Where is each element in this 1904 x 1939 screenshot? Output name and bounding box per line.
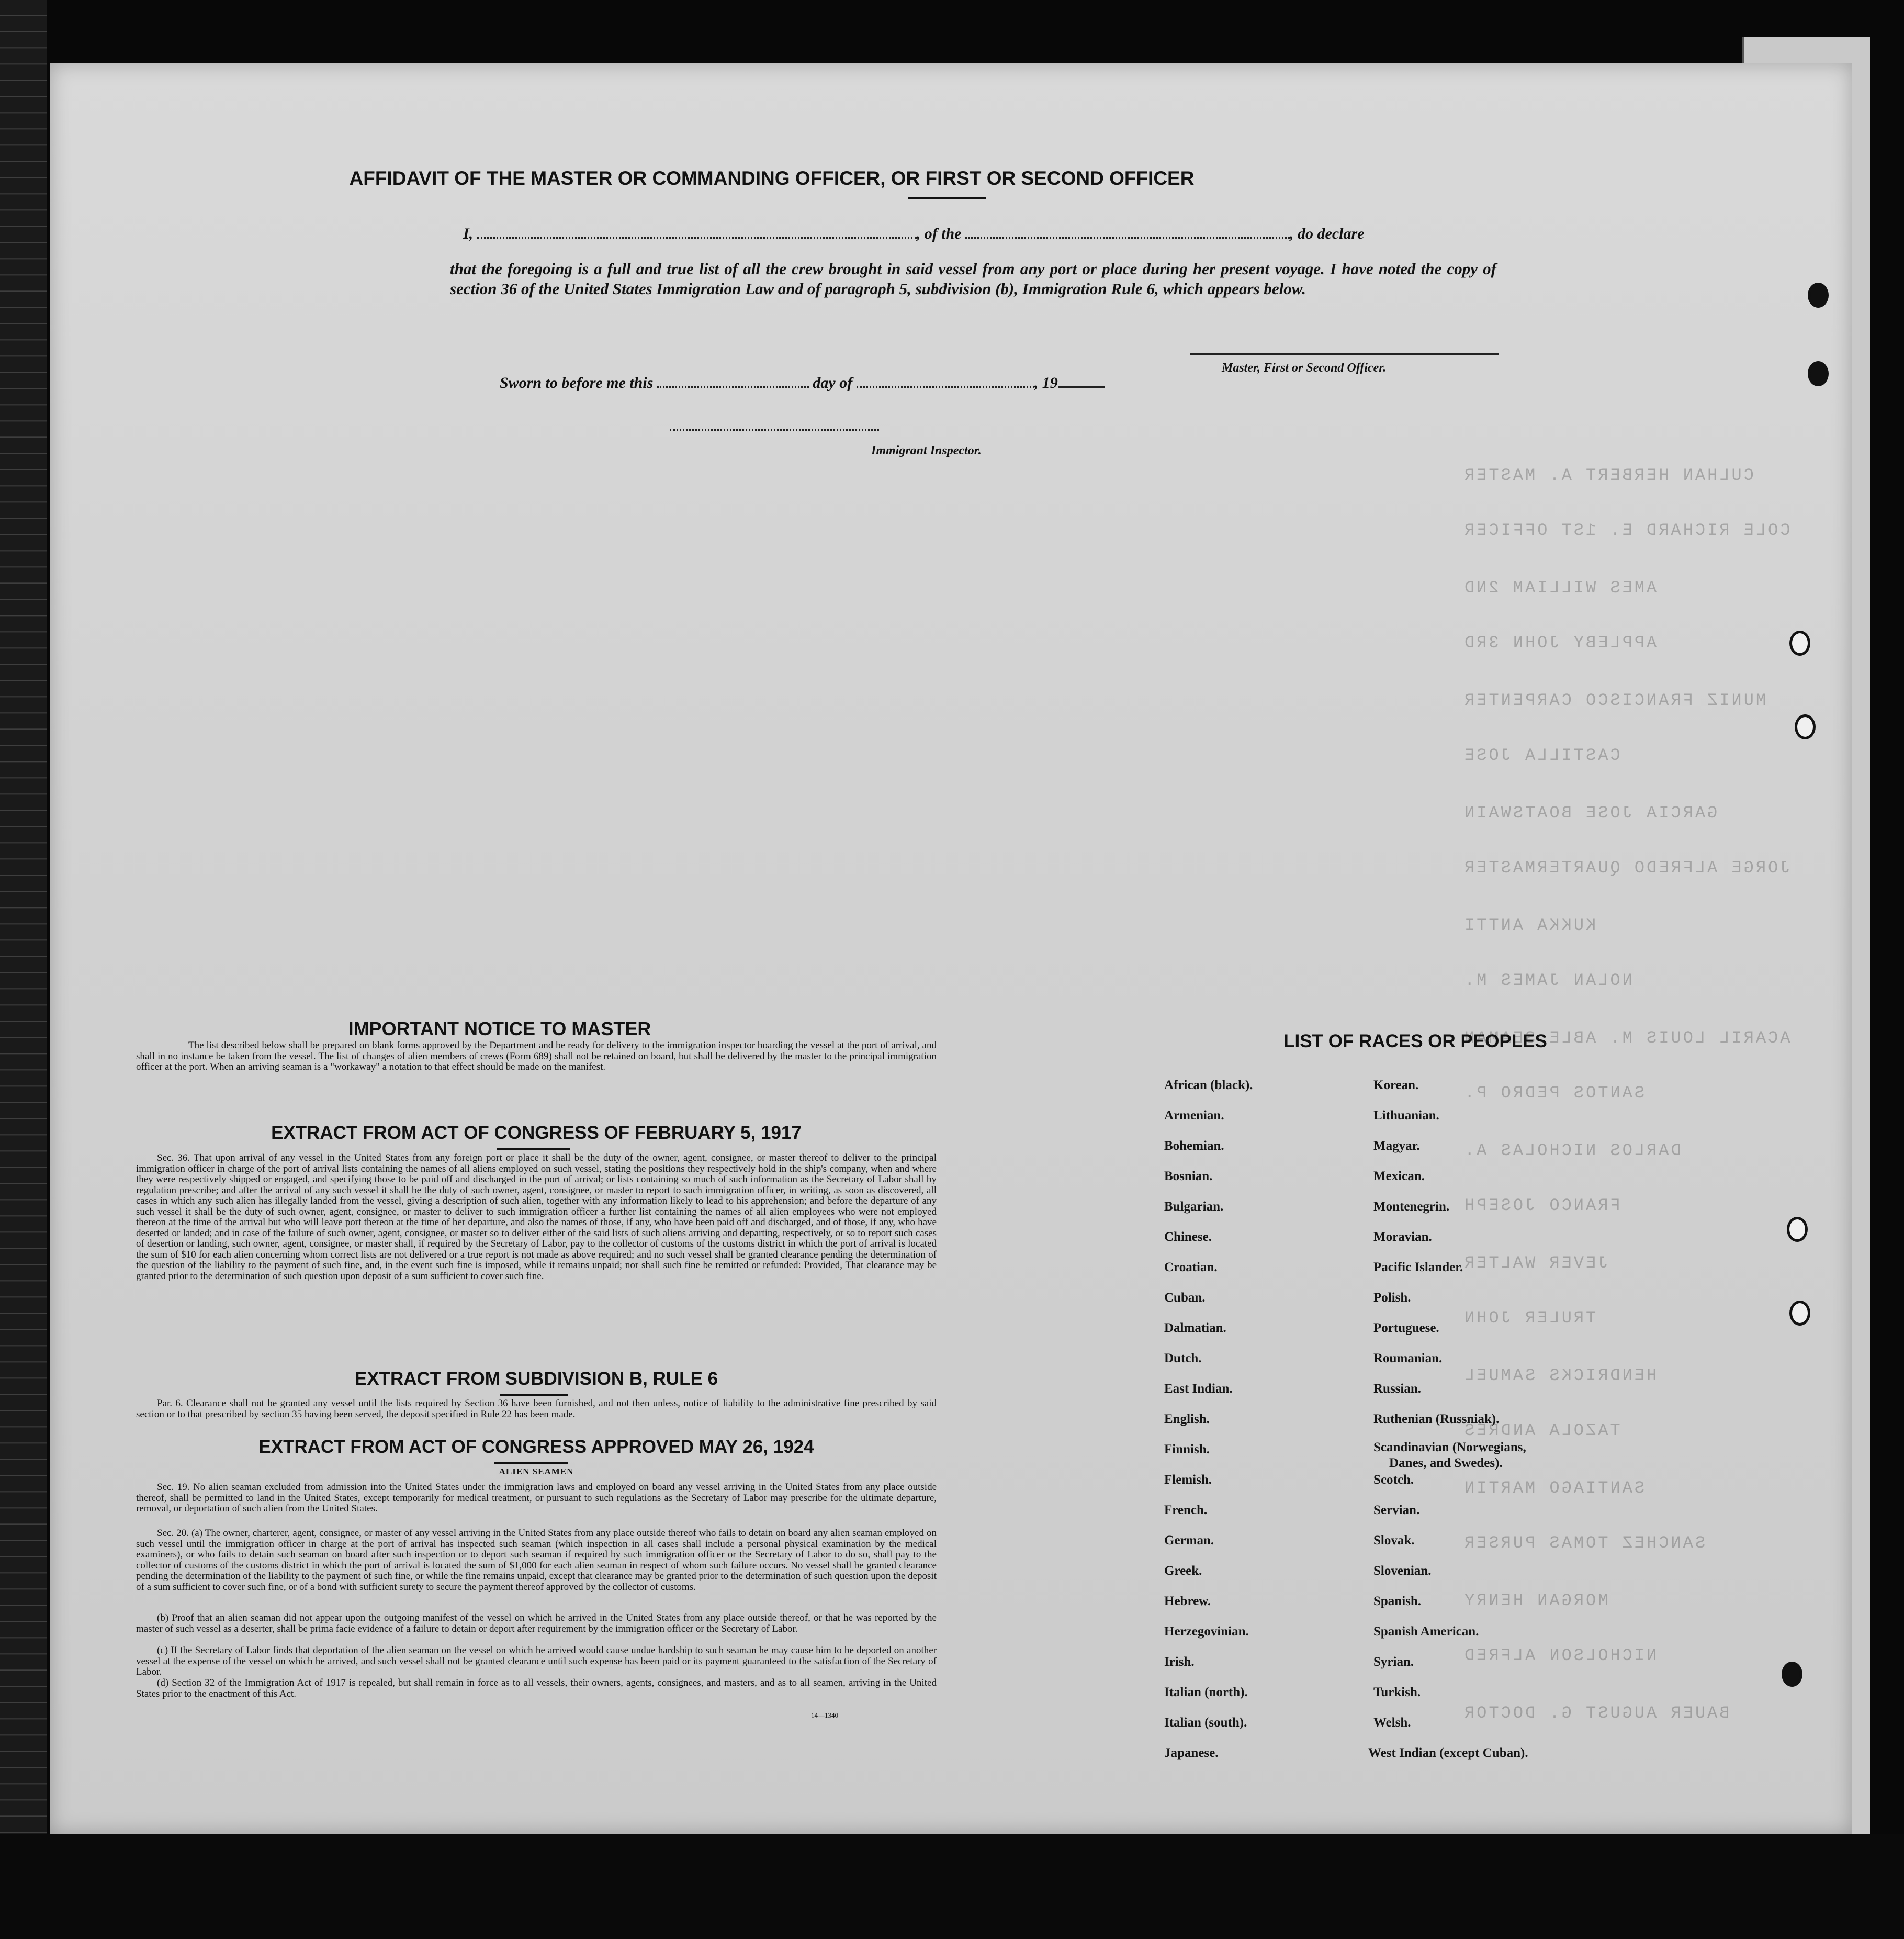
declarant-prefix: I, bbox=[463, 225, 474, 242]
sworn-year-field[interactable] bbox=[1058, 386, 1105, 388]
extract-1917-rule bbox=[497, 1148, 570, 1150]
day-of-label: day of bbox=[813, 374, 853, 391]
race-left: Herzegovinian. bbox=[1164, 1624, 1249, 1639]
race-left: Italian (north). bbox=[1164, 1685, 1248, 1699]
extract-1924-rule bbox=[494, 1462, 568, 1464]
left-film-edge bbox=[0, 0, 47, 1938]
race-left: Italian (south). bbox=[1164, 1716, 1247, 1730]
form-number: 14—1340 bbox=[811, 1711, 838, 1719]
race-right: Syrian. bbox=[1373, 1655, 1414, 1669]
races-title: LIST OF RACES OR PEOPLES bbox=[1283, 1031, 1547, 1051]
manifest-back-page: CULHAN HERBERT A. MASTER COLE RICHARD E. 1ST OFFICER AMES WILLIAM 2ND APPLEBY JOHN 3RD MUNIZ FRANCISCO CARPENTER CASTILLA JOSE GARCIA JOSE BOATSWAIN JORGE ALFREDO QUARTERMASTER KUKKA ANTTI NOLAN JAMES M. ACARIL LOUIS M. ABLE SEAMAN SANTOS PEDRO P. DARLOS NICHOLAS A. FRANCO JOSEPH JEVER WALTER TRULER JOHN HENDRICKS SAMUEL TAZOLA ANDRES SANTIAGO MARTIN SANCHEZ TOMAS PURSER MORGAN HENRY NICHOLSON ALFRED BAUER AUGUST G. DOCTOR AFFIDAVIT OF THE MASTER OR COMMANDING OFFICER, OR FIRST OR SECOND OFFICER I, , of the , do declare that the foregoing is a full and true list of all the crew brought in said vessel from any port or place during her present voyage. I have noted the copy of section 36 of the United States Immigration Law and of paragraph 5, subdivision (b), Immigration Rule 6, which appears below. Master, First or Second Officer. Sworn to before me this day of , 19 Immigrant Inspector. IMPORTANT NOTICE TO MASTER The list described below shall be prepared on blank forms approved by the Department and be ready for delivery to the immigration inspector boarding the vessel at the port of arrival, and shall in no instance be taken from the vessel. The list of changes of alien members of crews (Form 689) shall not be retained on board, but shall be delivered by the master to the principal immigration officer at the port. When an arriving seaman is a "workaway" a notation to that effect should be made on the manifest. EXTRACT FROM ACT OF CONGRESS OF FEBRUARY 5, 1917 Sec. 36. That upon arrival of any vessel in the United States from any foreign port or place it shall be the duty of the owner, agent, consignee, or master thereof to deliver to the principal immigration officer in charge of the port of arrival lists containing the names of all aliens employed on such vessel, stating the positions they respectively hold in the ship's company, when and where they were respectively shipped or engaged, and specifying those to be paid off and discharged in the port of arrival; or lists containing so much of such information as the Secretary of Labor shall by regulation prescribe; and after the arrival of any such vessel it shall be the duty of such owner, agent, consignee, or master to report to such immigration officer, in writing, as soon as discovered, all cases in which any such alien has illegally landed from the vessel, giving a description of such alien, together with any information likely to lead to his apprehension; and before the departure of any such vessel it shall be the duty of such owner, agent, consignee, or master to deliver to such immigration officer a further list containing the names of all alien employees who were not employed thereon at the time of the arrival but who will leave port thereon at the time of her departure, and also the names of those, if any, who have been paid off and discharged, and of those, if any, who have deserted or landed; and in case of the failure of such owner, agent, consignee, or master so to deliver either of the said lists of such aliens arriving and departing, respectively, or so to report such cases of desertion or landing, such owner, agent, consignee, or master shall, if required by the Secretary of Labor, pay to the collector of customs of the customs district in which the port of arrival is located the sum of $10 for each alien concerning whom correct lists are not delivered or a true report is not made as above required; and no such vessel shall be granted clearance pending the determination of the question of the liability to the payment of such fine, and, in the event such fine is imposed, while it remains unpaid; nor shall such fine be remitted or refunded: Provided, That clearance may be granted prior to the determination of such question upon deposit of a sum sufficient to cover such fine. EXTRACT FROM SUBDIVISION B, RULE 6 Par. 6. Clearance shall not be granted any vessel until the lists required by Section 36 have been furnished, and not then unless, notice of liability to the administrative fine prescribed by said section or to that prescribed by section 35 having been served, the deposit specified in Rule 22 has been made. EXTRACT FROM ACT OF CONGRESS APPROVED MAY 26, 1924 ALIEN SEAMEN Sec. 19. No alien seaman excluded from admission into the United States under the immigration laws and employed on board any vessel arriving in the United States from any place outside thereof, shall be permitted to land in the United States, except temporarily for medical treatment, or pursuant to such regulations as the Secretary of Labor may prescribe for the ultimate departure, removal, or deportation of such alien from the United States. Sec. 20. (a) The owner, charterer, agent, consignee, or master of any vessel arriving in the United States from any place outside thereof who fails to detain on board any alien seaman employed on such vessel until the immigration officer in charge at the port of arrival has inspected such seaman (which inspection in all cases shall include a personal physical examination by the medical examiners), or who fails to detain such seaman on board after such inspection or to deport such seaman if required by such immigration officer or the Secretary of Labor to do so, shall pay to the collector of customs of the customs district in which the port of arrival is located the sum of $1,000 for each alien seaman in respect of whom such failure occurs. No vessel shall be granted clearance pending the determination of the liability to the payment of such fine, or while the fine remains unpaid, except that clearance may be granted prior to the determination of such question upon the deposit of a sum sufficient to cover such fine, or of a bond with sufficient surety to secure the payment thereof approved by the collector of customs. (b) Proof that an alien seaman did not appear upon the outgoing manifest of the vessel on which he arrived in the United States from any place outside thereof, or that he was reported by the master of such vessel as a deserter, shall be prima facie evidence of a failure to detain or deport after requirement by the immigration officer or the Secretary of Labor. (c) If the Secretary of Labor finds that deportation of the alien seaman on the vessel on which he arrived would cause undue hardship to such seaman he may cause him to be deported on another vessel at the expense of the vessel on which he arrived, and such vessel shall not be granted clearance until such expense has been paid or its payment guaranteed to the satisfaction of the Secretary of Labor. (d) Section 32 of the Immigration Act of 1917 is repealed, but shall remain in force as to all vessels, their owners, agents, consignees, and masters, and as to all seamen, arriving in the United States prior to the enactment of this Act. 14—1340 LIST OF RACES OR PEOPLES African (black). Armenian. Bohemian. Bosnian. Bulgarian. Chinese. Croatian. Cuban. Dalmatian. Dutch. East Indian. English. Finnish. Flemish. French. German. Greek. Hebrew. Herzegovinian. Irish. Italian (north). Italian (south). Japanese. Korean. Lithuanian. Magyar. Mexican. Montenegrin. Moravian. Pacific Islander. Polish. Portuguese. Roumanian. Russian. Ruthenian (Russniak). Scandinavian (Norwegians, Danes, and Swedes). Scotch. Servian. Slovak. Slovenian. Spanish. Spanish American. Syrian. Turkish. Welsh. West Indian (except Cuban). bbox=[50, 63, 1852, 1834]
affidavit-body: that the foregoing is a full and true list of all the crew brought in said vessel from any port or place during her present voyage. I have noted the copy of section 36 of the United States Immigration Law and of paragraph 5, subdivision (b), Immigration Rule 6, which appears below. bbox=[450, 260, 1496, 298]
sworn-prefix: Sworn to before me this bbox=[500, 374, 654, 391]
race-left: Finnish. bbox=[1164, 1442, 1210, 1456]
punch-hole-icon bbox=[1789, 631, 1810, 656]
punch-hole-icon bbox=[1795, 714, 1816, 739]
race-left: Croatian. bbox=[1164, 1260, 1218, 1274]
do-declare-label: , do declare bbox=[1290, 225, 1365, 242]
race-right: Slovak. bbox=[1373, 1533, 1415, 1548]
race-left: German. bbox=[1164, 1533, 1214, 1548]
punch-hole-icon bbox=[1782, 1662, 1802, 1687]
extract-1917-title: EXTRACT FROM ACT OF CONGRESS OF FEBRUARY 5, 1917 bbox=[271, 1123, 802, 1143]
race-right: Magyar. bbox=[1373, 1139, 1420, 1153]
rule6-rule bbox=[500, 1394, 568, 1396]
punch-hole-icon bbox=[1787, 1217, 1808, 1242]
notice-body: The list described below shall be prepared on blank forms approved by the Department and be ready for delivery to the immigration inspector boarding the vessel at the port of arrival, and shall in no instance be taken from the vessel. The list of changes of alien members of crews (Form 689) shall not be retained on board, but shall be delivered by the master to the principal immigration officer at the port. When an arriving seaman is a "workaway" a notation to that effect should be made on the manifest. bbox=[136, 1040, 937, 1072]
extract-1924-sec19: Sec. 19. No alien seaman excluded from admission into the United States under the immigration laws and employed on board any vessel arriving in the United States from any place outside thereof, shall be permitted to land in the United States, except temporarily for medical treatment, or pursuant to such regulations as the Secretary of Labor may prescribe for the ultimate departure, removal, or deportation of such alien from the United States. bbox=[136, 1482, 937, 1514]
race-right: Ruthenian (Russniak). bbox=[1373, 1412, 1500, 1426]
inspector-signature-field[interactable] bbox=[670, 429, 879, 431]
declarant-name-field[interactable] bbox=[477, 237, 917, 239]
affidavit-title: AFFIDAVIT OF THE MASTER OR COMMANDING OFFICER, OR FIRST OR SECOND OFFICER bbox=[349, 167, 1195, 189]
sworn-line bbox=[500, 374, 1105, 392]
affidavit-title-rule bbox=[908, 197, 986, 199]
race-right: Slovenian. bbox=[1373, 1564, 1432, 1578]
of-the-label: , of the bbox=[916, 225, 962, 242]
race-left: Greek. bbox=[1164, 1564, 1202, 1578]
year-prefix: , 19 bbox=[1034, 374, 1058, 391]
race-left: Bohemian. bbox=[1164, 1139, 1224, 1153]
bottom-film-edge bbox=[0, 1834, 1904, 1939]
sworn-day-field[interactable] bbox=[657, 386, 809, 388]
extract-1924-sec20d: (d) Section 32 of the Immigration Act of 1917 is repealed, but shall remain in force as to all vessels, their owners, agents, consignees, and masters, and as to all seamen, arriving in the United States prior to the enactment of this Act. bbox=[136, 1677, 937, 1699]
race-right: Pacific Islander. bbox=[1373, 1260, 1463, 1274]
master-signature-field[interactable] bbox=[1190, 353, 1499, 355]
race-right: Spanish. bbox=[1373, 1594, 1422, 1608]
race-left: Dutch. bbox=[1164, 1351, 1202, 1365]
race-left: African (black). bbox=[1164, 1078, 1253, 1092]
race-right: Russian. bbox=[1373, 1382, 1422, 1396]
race-left: Cuban. bbox=[1164, 1291, 1206, 1305]
race-right: Polish. bbox=[1373, 1291, 1411, 1305]
race-left: English. bbox=[1164, 1412, 1210, 1426]
race-right: Roumanian. bbox=[1373, 1351, 1443, 1365]
race-right: Portuguese. bbox=[1373, 1321, 1439, 1335]
sworn-month-field[interactable] bbox=[857, 386, 1034, 388]
extract-1924-sec20b: (b) Proof that an alien seaman did not appear upon the outgoing manifest of the vessel on which he arrived in the United States from any place outside thereof, or that he was reported by the master of such vessel as a deserter, shall be prima facie evidence of a failure to detain or deport after requirement by the immigration officer or the Secretary of Labor. bbox=[136, 1612, 937, 1634]
race-right: West Indian (except Cuban). bbox=[1368, 1746, 1528, 1760]
race-right: Welsh. bbox=[1373, 1716, 1411, 1730]
race-right: Korean. bbox=[1373, 1078, 1419, 1092]
extract-1924-title: EXTRACT FROM ACT OF CONGRESS APPROVED MAY 26, 1924 bbox=[258, 1437, 814, 1457]
race-right: Danes, and Swedes). bbox=[1389, 1456, 1503, 1470]
race-right: Mexican. bbox=[1373, 1169, 1425, 1183]
punch-hole-icon bbox=[1808, 361, 1829, 386]
race-left: French. bbox=[1164, 1503, 1208, 1517]
race-right: Lithuanian. bbox=[1373, 1108, 1439, 1123]
race-left: Armenian. bbox=[1164, 1108, 1224, 1123]
rule6-body: Par. 6. Clearance shall not be granted any vessel until the lists required by Section 36 have been furnished, and not then unless, notice of liability to the administrative fine prescribed by said section or to that prescribed by section 35 having been served, the deposit specified in Rule 22 has been made. bbox=[136, 1398, 937, 1420]
race-right: Spanish American. bbox=[1373, 1624, 1479, 1639]
race-left: Bosnian. bbox=[1164, 1169, 1213, 1183]
race-left: Flemish. bbox=[1164, 1473, 1212, 1487]
extract-1924-sec20a: Sec. 20. (a) The owner, charterer, agent, consignee, or master of any vessel arriving in the United States from any place outside thereof who fails to detain on board any alien seaman employed on such vessel until the immigration officer in charge at the port of arrival has inspected such seaman (which inspection in all cases shall include a personal physical examination by the medical examiners), or who fails to detain such seaman on board after such inspection or to deport such seaman if required by such immigration officer or the Secretary of Labor to do so, shall pay to the collector of customs of the customs district in which the port of arrival is located the sum of $1,000 for each alien seaman in respect of whom such failure occurs. No vessel shall be granted clearance pending the determination of the liability to the payment of such fine, or while the fine remains unpaid, except that clearance may be granted prior to the determination of such question upon the deposit of a sum sufficient to cover such fine, or of a bond with sufficient surety to secure the payment thereof approved by the collector of customs. bbox=[136, 1528, 937, 1593]
punch-hole-icon bbox=[1789, 1301, 1810, 1326]
notice-title: IMPORTANT NOTICE TO MASTER bbox=[348, 1018, 651, 1039]
race-left: Dalmatian. bbox=[1164, 1321, 1226, 1335]
race-left: Bulgarian. bbox=[1164, 1200, 1224, 1214]
race-right: Servian. bbox=[1373, 1503, 1420, 1517]
affidavit-declaration-line bbox=[463, 225, 1364, 243]
race-left: Irish. bbox=[1164, 1655, 1195, 1669]
race-right: Turkish. bbox=[1373, 1685, 1421, 1699]
extract-1924-subtitle: ALIEN SEAMEN bbox=[499, 1466, 574, 1476]
race-left: Hebrew. bbox=[1164, 1594, 1211, 1608]
race-left: Japanese. bbox=[1164, 1746, 1219, 1760]
race-left: East Indian. bbox=[1164, 1382, 1233, 1396]
race-right: Moravian. bbox=[1373, 1230, 1432, 1244]
vessel-name-field[interactable] bbox=[965, 237, 1290, 239]
race-right: Montenegrin. bbox=[1373, 1200, 1450, 1214]
race-left: Chinese. bbox=[1164, 1230, 1212, 1244]
extract-1917-body: Sec. 36. That upon arrival of any vessel in the United States from any foreign port or place it shall be the duty of the owner, agent, consignee, or master thereof to deliver to the principal immigration officer in charge of the port of arrival lists containing the names of all aliens employed on such vessel, stating the positions they respectively hold in the ship's company, when and where they were respectively shipped or engaged, and specifying those to be paid off and discharged in the port of arrival; or lists containing so much of such information as the Secretary of Labor shall by regulation prescribe; and after the arrival of any such vessel it shall be the duty of such owner, agent, consignee, or master to report to such immigration officer, in writing, as soon as discovered, all cases in which any such alien has illegally landed from the vessel, giving a description of such alien, together with any information likely to lead to his apprehension; and before the departure of any such vessel it shall be the duty of such owner, agent, consignee, or master to deliver to such immigration officer a further list containing the names of all alien employees who were not employed thereon at the time of the arrival but who will leave port thereon at the time of her departure, and also the names of those, if any, who have been paid off and discharged, and of those, if any, who have deserted or landed; and in case of the failure of such owner, agent, consignee, or master so to deliver either of the said lists of such aliens arriving and departing, respectively, or so to report such cases of desertion or landing, such owner, agent, consignee, or master shall, if required by the Secretary of Labor, pay to the collector of customs of the customs district in which the port of arrival is located the sum of $10 for each alien concerning whom correct lists are not delivered or a true report is not made as above required; and no such vessel shall be granted clearance pending the determination of the question of the liability to the payment of such fine, and, in the event such fine is imposed, while it remains unpaid; nor shall such fine be remitted or refunded: Provided, That clearance may be granted prior to the determination of such question upon deposit of a sum sufficient to cover such fine. bbox=[136, 1152, 937, 1282]
master-signature-label: Master, First or Second Officer. bbox=[1222, 361, 1387, 375]
inspector-signature-label: Immigrant Inspector. bbox=[871, 444, 982, 457]
extract-1924-sec20c: (c) If the Secretary of Labor finds that deportation of the alien seaman on the vessel on which he arrived would cause undue hardship to such seaman he may cause him to be deported on another vessel at the expense of the vessel on which he arrived, and such vessel shall not be granted clearance until such expense has been paid or its payment guaranteed to the satisfaction of the Secretary of Labor. bbox=[136, 1645, 937, 1677]
race-right: Scandinavian (Norwegians, bbox=[1373, 1440, 1526, 1454]
race-right: Scotch. bbox=[1373, 1473, 1414, 1487]
punch-hole-icon bbox=[1808, 283, 1829, 308]
rule6-title: EXTRACT FROM SUBDIVISION B, RULE 6 bbox=[354, 1369, 718, 1389]
